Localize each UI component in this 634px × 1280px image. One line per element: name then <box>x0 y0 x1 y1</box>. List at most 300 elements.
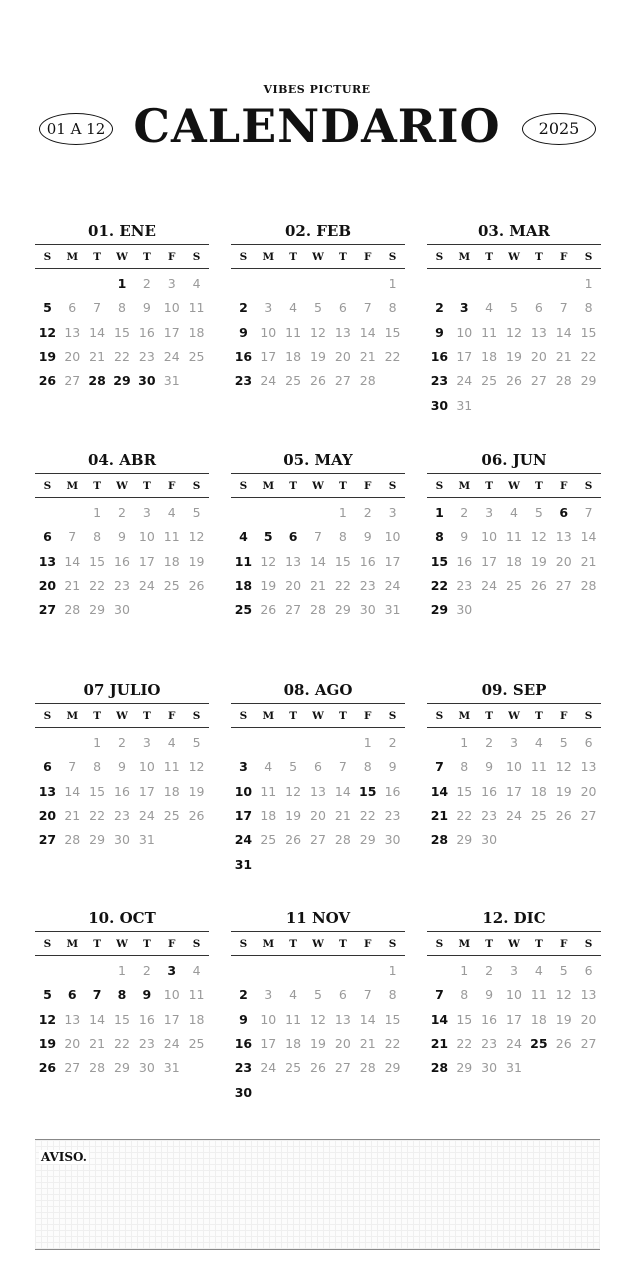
day-cell: 7 <box>68 759 77 775</box>
weekday-label: M <box>458 251 471 263</box>
day-cell: 1 <box>388 276 397 291</box>
day-cell: 4 <box>167 505 176 520</box>
weekday-label: S <box>435 938 444 950</box>
day-cell: 11 <box>506 529 522 545</box>
day-cell: 26 <box>188 807 205 823</box>
day-cell: 15 <box>580 324 597 340</box>
day-cell: 29 <box>456 832 473 848</box>
day-cell: 25 <box>188 348 205 364</box>
day-cell: 28 <box>430 832 449 848</box>
day-cell: 4 <box>289 987 298 1003</box>
day-cell: 21 <box>334 807 351 823</box>
day-cell: 7 <box>92 987 102 1003</box>
day-cell: 29 <box>384 1060 401 1076</box>
day-cell: 25 <box>481 373 498 389</box>
day-cell: 21 <box>430 807 449 823</box>
day-cell: 11 <box>481 324 498 340</box>
day-cell: 16 <box>359 553 376 569</box>
day-cell: 22 <box>334 577 351 593</box>
month-title: 02. FEB <box>284 222 352 240</box>
day-cell: 17 <box>260 1035 277 1051</box>
weekday-label: F <box>167 480 176 492</box>
month-title: 06. JUN <box>481 451 547 469</box>
day-cell: 18 <box>530 1011 547 1027</box>
weekday-label: W <box>508 480 520 492</box>
weekday-label: T <box>485 710 494 722</box>
weekday-label: W <box>116 938 128 950</box>
day-cell: 30 <box>114 832 130 848</box>
month-range-badge: 01 A 12 <box>39 113 113 145</box>
header-rule <box>427 497 601 498</box>
weekday-label: T <box>534 251 543 263</box>
day-cell: 28 <box>359 1060 376 1076</box>
month-title: 07 JULIO <box>83 681 161 699</box>
weekday-label: F <box>363 938 372 950</box>
day-cell: 9 <box>142 300 151 316</box>
day-cell: 9 <box>435 324 444 340</box>
day-cell: 13 <box>64 1011 81 1027</box>
day-cell: 3 <box>167 276 176 291</box>
day-cell: 5 <box>192 505 201 520</box>
day-cell: 16 <box>138 324 155 340</box>
day-cell: 25 <box>163 807 180 823</box>
weekday-label: M <box>458 710 471 722</box>
day-cell: 5 <box>263 529 273 545</box>
month-title: 12. DIC <box>482 909 546 927</box>
day-cell: 15 <box>456 1011 473 1027</box>
day-cell: 5 <box>289 759 298 775</box>
day-cell: 17 <box>456 348 473 364</box>
weekday-label: S <box>239 251 248 263</box>
day-cell: 17 <box>138 553 155 569</box>
day-cell: 1 <box>338 505 347 520</box>
day-cell: 29 <box>430 602 449 618</box>
day-cell: 1 <box>93 735 102 750</box>
weekday-label: W <box>312 480 324 492</box>
day-cell: 19 <box>38 348 57 364</box>
day-cell: 20 <box>580 1011 597 1027</box>
weekday-label: F <box>167 251 176 263</box>
day-cell: 15 <box>89 783 106 799</box>
weekday-label: W <box>508 938 520 950</box>
brand-name: VIBES PICTURE <box>263 83 371 96</box>
day-cell: 22 <box>430 577 449 593</box>
day-cell: 8 <box>435 529 444 545</box>
day-cell: 9 <box>388 759 397 775</box>
day-cell: 14 <box>334 783 351 799</box>
day-cell: 4 <box>534 735 543 750</box>
header-rule <box>231 703 405 704</box>
day-cell: 11 <box>530 987 547 1003</box>
day-cell: 20 <box>38 807 57 823</box>
header-rule <box>231 244 405 245</box>
weekday-label: W <box>312 251 324 263</box>
day-cell: 28 <box>64 832 81 848</box>
weekday-label: T <box>142 938 151 950</box>
day-cell: 14 <box>430 1011 449 1027</box>
day-cell: 17 <box>234 807 253 823</box>
day-cell: 2 <box>142 963 151 978</box>
day-cell: 7 <box>435 987 444 1003</box>
weekday-label: T <box>142 251 151 263</box>
weekday-label: T <box>93 480 102 492</box>
day-cell: 23 <box>234 1060 253 1076</box>
day-cell: 13 <box>38 553 57 569</box>
day-cell: 29 <box>89 602 106 618</box>
day-cell: 4 <box>239 529 248 545</box>
day-cell: 18 <box>481 348 498 364</box>
header-rule <box>427 268 601 269</box>
day-cell: 27 <box>285 602 302 618</box>
day-cell: 10 <box>506 987 522 1003</box>
weekday-label: F <box>167 710 176 722</box>
day-cell: 22 <box>114 1035 130 1051</box>
day-cell: 23 <box>138 348 155 364</box>
day-cell: 18 <box>188 1011 205 1027</box>
day-cell: 3 <box>142 735 151 750</box>
day-cell: 23 <box>384 807 401 823</box>
day-cell: 17 <box>481 553 498 569</box>
weekday-label: M <box>66 710 79 722</box>
day-cell: 22 <box>89 807 106 823</box>
day-cell: 18 <box>530 783 547 799</box>
day-cell: 11 <box>530 759 547 775</box>
day-cell: 24 <box>138 807 155 823</box>
day-cell: 21 <box>359 348 376 364</box>
day-cell: 4 <box>534 963 543 978</box>
day-cell: 20 <box>38 577 57 593</box>
day-cell: 30 <box>138 373 156 389</box>
header-rule <box>35 727 209 728</box>
day-cell: 13 <box>38 783 57 799</box>
day-cell: 12 <box>310 1011 326 1027</box>
day-cell: 7 <box>363 987 372 1003</box>
weekday-label: T <box>338 710 347 722</box>
day-cell: 21 <box>430 1035 449 1051</box>
day-cell: 19 <box>38 1035 57 1051</box>
day-cell: 27 <box>555 577 572 593</box>
day-cell: 10 <box>163 987 180 1003</box>
header-rule <box>427 931 601 932</box>
day-cell: 12 <box>188 759 205 775</box>
day-cell: 20 <box>334 1035 351 1051</box>
day-cell: 18 <box>234 577 253 593</box>
weekday-label: T <box>289 480 298 492</box>
day-cell: 13 <box>310 783 326 799</box>
day-cell: 26 <box>530 577 547 593</box>
day-cell: 20 <box>64 1035 81 1051</box>
day-cell: 27 <box>64 1060 81 1076</box>
day-cell: 15 <box>430 553 449 569</box>
day-cell: 16 <box>138 1011 155 1027</box>
weekday-label: S <box>43 251 52 263</box>
day-cell: 25 <box>234 602 253 618</box>
day-cell: 17 <box>384 553 401 569</box>
day-cell: 23 <box>456 577 473 593</box>
day-cell: 16 <box>456 553 473 569</box>
day-cell: 25 <box>530 1035 548 1051</box>
day-cell: 2 <box>118 735 126 750</box>
day-cell: 6 <box>68 300 77 316</box>
weekday-label: T <box>485 480 494 492</box>
day-cell: 12 <box>38 1011 57 1027</box>
day-cell: 28 <box>580 577 597 593</box>
day-cell: 4 <box>510 505 518 520</box>
day-cell: 1 <box>363 735 372 750</box>
day-cell: 31 <box>163 373 180 389</box>
weekday-label: M <box>458 938 471 950</box>
weekday-label: S <box>43 480 52 492</box>
header-rule <box>231 473 405 474</box>
day-cell: 22 <box>384 348 401 364</box>
day-cell: 5 <box>192 735 201 750</box>
weekday-label: M <box>262 251 275 263</box>
day-cell: 5 <box>43 987 52 1003</box>
day-cell: 3 <box>264 987 273 1003</box>
day-cell: 30 <box>234 1084 253 1100</box>
day-cell: 5 <box>43 300 52 316</box>
day-cell: 9 <box>239 324 248 340</box>
weekday-label: S <box>388 480 397 492</box>
weekday-label: T <box>289 938 298 950</box>
header-rule <box>231 955 405 956</box>
weekday-label: T <box>534 710 543 722</box>
weekday-label: W <box>312 938 324 950</box>
day-cell: 23 <box>481 807 498 823</box>
day-cell: 8 <box>118 300 126 316</box>
day-cell: 23 <box>114 577 130 593</box>
day-cell: 12 <box>555 987 572 1003</box>
day-cell: 13 <box>64 324 81 340</box>
day-cell: 6 <box>338 300 347 316</box>
header-rule <box>35 955 209 956</box>
header-rule <box>35 268 209 269</box>
day-cell: 26 <box>260 602 277 618</box>
day-cell: 2 <box>239 987 248 1003</box>
day-cell: 2 <box>142 276 151 291</box>
day-cell: 31 <box>234 856 253 872</box>
day-cell: 7 <box>435 759 444 775</box>
day-cell: 26 <box>285 832 302 848</box>
day-cell: 26 <box>38 373 57 389</box>
weekday-label: W <box>312 710 324 722</box>
day-cell: 13 <box>580 759 597 775</box>
header-rule <box>427 473 601 474</box>
header-rule <box>35 497 209 498</box>
day-cell: 24 <box>456 373 473 389</box>
day-cell: 15 <box>114 324 130 340</box>
day-cell: 5 <box>559 963 568 978</box>
day-cell: 8 <box>388 987 397 1003</box>
day-cell: 19 <box>285 807 302 823</box>
weekday-label: W <box>508 251 520 263</box>
day-cell: 23 <box>114 807 130 823</box>
day-cell: 27 <box>580 1035 597 1051</box>
day-cell: 15 <box>384 1011 401 1027</box>
day-cell: 16 <box>384 783 401 799</box>
day-cell: 15 <box>384 324 401 340</box>
day-cell: 3 <box>459 300 469 316</box>
day-cell: 31 <box>384 602 401 618</box>
day-cell: 30 <box>456 602 473 618</box>
day-cell: 21 <box>89 1035 106 1051</box>
day-cell: 12 <box>506 324 522 340</box>
day-cell: 24 <box>506 1035 522 1051</box>
day-cell: 6 <box>559 505 569 520</box>
weekday-label: T <box>534 938 543 950</box>
weekday-label: M <box>66 251 79 263</box>
day-cell: 21 <box>64 577 81 593</box>
day-cell: 14 <box>555 324 572 340</box>
day-cell: 20 <box>530 348 547 364</box>
weekday-label: S <box>43 710 52 722</box>
month-title: 01. ENE <box>88 222 156 240</box>
day-cell: 8 <box>460 759 469 775</box>
weekday-label: T <box>93 938 102 950</box>
day-cell: 7 <box>584 505 593 520</box>
day-cell: 16 <box>430 348 449 364</box>
weekday-label: M <box>262 938 275 950</box>
weekday-label: T <box>142 710 151 722</box>
day-cell: 21 <box>580 553 597 569</box>
day-cell: 19 <box>555 1011 572 1027</box>
day-cell: 8 <box>117 987 127 1003</box>
day-cell: 27 <box>530 373 547 389</box>
day-cell: 26 <box>506 373 522 389</box>
day-cell: 28 <box>430 1060 449 1076</box>
day-cell: 1 <box>460 963 469 978</box>
day-cell: 25 <box>506 577 522 593</box>
weekday-label: T <box>534 480 543 492</box>
weekday-label: T <box>289 251 298 263</box>
weekday-label: T <box>338 480 347 492</box>
day-cell: 11 <box>188 987 205 1003</box>
day-cell: 1 <box>117 276 127 291</box>
day-cell: 14 <box>430 783 449 799</box>
header-rule <box>35 473 209 474</box>
weekday-label: M <box>262 480 275 492</box>
day-cell: 6 <box>43 529 52 545</box>
day-cell: 10 <box>234 783 253 799</box>
day-cell: 20 <box>334 348 351 364</box>
day-cell: 3 <box>239 759 248 775</box>
day-cell: 12 <box>260 553 277 569</box>
weekday-label: F <box>363 710 372 722</box>
day-cell: 19 <box>188 553 205 569</box>
day-cell: 11 <box>188 300 205 316</box>
weekday-label: S <box>192 710 201 722</box>
weekday-label: T <box>338 938 347 950</box>
day-cell: 29 <box>89 832 106 848</box>
day-cell: 19 <box>260 577 277 593</box>
day-cell: 9 <box>460 529 469 545</box>
day-cell: 9 <box>118 529 126 545</box>
day-cell: 1 <box>118 963 126 978</box>
day-cell: 14 <box>580 529 597 545</box>
day-cell: 16 <box>234 1035 253 1051</box>
day-cell: 18 <box>163 783 180 799</box>
weekday-label: S <box>239 938 248 950</box>
day-cell: 4 <box>192 276 201 291</box>
day-cell: 18 <box>188 324 205 340</box>
weekday-label: S <box>584 938 593 950</box>
day-cell: 3 <box>510 735 518 750</box>
day-cell: 3 <box>388 505 397 520</box>
notes-label: AVISO. <box>41 1150 87 1164</box>
weekday-label: F <box>559 710 568 722</box>
day-cell: 3 <box>264 300 273 316</box>
day-cell: 16 <box>114 783 130 799</box>
day-cell: 8 <box>93 759 102 775</box>
day-cell: 2 <box>485 963 494 978</box>
day-cell: 18 <box>285 348 302 364</box>
day-cell: 12 <box>310 324 326 340</box>
day-cell: 11 <box>163 529 180 545</box>
weekday-label: S <box>239 710 248 722</box>
day-cell: 13 <box>580 987 597 1003</box>
day-cell: 24 <box>138 577 155 593</box>
day-cell: 8 <box>584 300 593 316</box>
day-cell: 27 <box>64 373 81 389</box>
weekday-label: S <box>239 480 248 492</box>
day-cell: 18 <box>260 807 277 823</box>
day-cell: 9 <box>485 987 494 1003</box>
day-cell: 15 <box>359 783 377 799</box>
day-cell: 18 <box>506 553 522 569</box>
weekday-label: S <box>435 251 444 263</box>
weekday-label: M <box>66 480 79 492</box>
day-cell: 2 <box>485 735 494 750</box>
day-cell: 26 <box>555 807 572 823</box>
day-cell: 21 <box>359 1035 376 1051</box>
day-cell: 7 <box>338 759 347 775</box>
day-cell: 17 <box>163 1011 180 1027</box>
day-cell: 28 <box>88 373 106 389</box>
day-cell: 8 <box>363 759 372 775</box>
day-cell: 13 <box>285 553 302 569</box>
notes-area[interactable] <box>35 1139 600 1250</box>
day-cell: 28 <box>334 832 351 848</box>
month-title: 10. OCT <box>88 909 156 927</box>
day-cell: 8 <box>93 529 102 545</box>
day-cell: 13 <box>334 1011 351 1027</box>
weekday-label: W <box>116 251 128 263</box>
weekday-label: T <box>93 251 102 263</box>
day-cell: 24 <box>260 1060 277 1076</box>
day-cell: 28 <box>555 373 572 389</box>
header-rule <box>35 244 209 245</box>
weekday-label: S <box>388 710 397 722</box>
weekday-label: S <box>192 480 201 492</box>
day-cell: 22 <box>456 807 473 823</box>
day-cell: 4 <box>167 735 176 750</box>
day-cell: 4 <box>289 300 298 316</box>
day-cell: 17 <box>506 1011 522 1027</box>
weekday-label: S <box>388 251 397 263</box>
day-cell: 19 <box>310 1035 326 1051</box>
day-cell: 16 <box>234 348 253 364</box>
day-cell: 20 <box>580 783 597 799</box>
header-rule <box>427 703 601 704</box>
day-cell: 9 <box>142 987 152 1003</box>
day-cell: 10 <box>260 1011 277 1027</box>
day-cell: 10 <box>138 529 155 545</box>
weekday-label: S <box>435 480 444 492</box>
day-cell: 23 <box>234 373 253 389</box>
weekday-label: S <box>435 710 444 722</box>
header-rule <box>427 955 601 956</box>
day-cell: 28 <box>64 602 81 618</box>
